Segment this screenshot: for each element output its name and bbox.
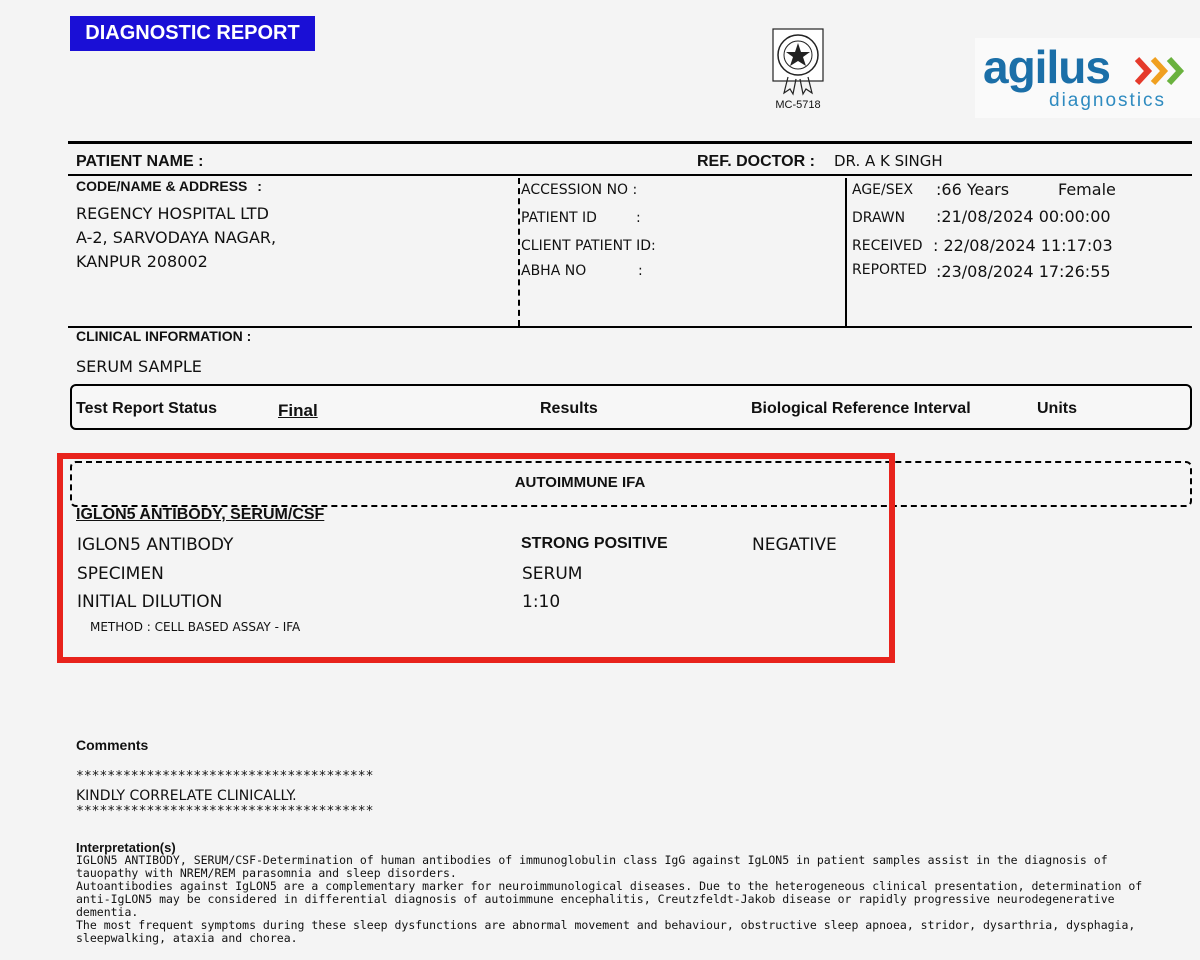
chevron-arrows-icon [1135,56,1191,86]
logo-sub-text: diagnostics [1049,90,1167,111]
seal-code: MC-5718 [775,99,821,111]
drawn-value: :21/08/2024 00:00:00 [936,207,1111,226]
code-name-address-label [76,178,262,194]
results-header: Results [540,400,598,417]
age-value: :66 Years [936,180,1010,199]
clinical-info-label: CLINICAL INFORMATION : [76,328,252,344]
reference-interval-header: Biological Reference Interval [751,400,971,417]
patient-col-divider-1 [518,178,520,326]
ref-doctor-label: REF. DOCTOR : [697,153,815,170]
comments-stars-top: ************************************** [76,769,374,784]
sex-value: Female [1058,180,1116,199]
clinical-info-value: SERUM SAMPLE [76,357,202,376]
agilus-logo [975,38,1200,118]
age-sex-label: AGE/SEX [852,182,914,198]
accreditation-seal [763,27,833,117]
comments-text: KINDLY CORRELATE CLINICALLY. [76,788,297,804]
client-patient-id-label: CLIENT PATIENT ID: [521,238,656,254]
comments-stars-bottom: ************************************** [76,804,374,819]
test-result: STRONG POSITIVE [521,535,668,552]
drawn-label: DRAWN [852,210,906,226]
accession-no-label: ACCESSION NO : [521,182,638,198]
top-divider [68,141,1192,144]
address-block [76,202,276,274]
received-value: : 22/08/2024 11:17:03 [933,236,1113,255]
patient-name-label: PATIENT NAME : [76,153,204,170]
patient-id-label: PATIENT ID [521,210,597,226]
reported-value: :23/08/2024 17:26:55 [936,262,1111,281]
test-result: 1:10 [522,592,561,612]
ref-doctor-value: DR. A K SINGH [834,152,943,170]
patient-id-colon: : [636,210,641,226]
address-line: A-2, SARVODAYA NAGAR, [76,228,277,247]
test-group-title: IGLON5 ANTIBODY, SERUM/CSF [76,506,325,523]
address-line: REGENCY HOSPITAL LTD [76,204,269,223]
method-note: METHOD : CELL BASED ASSAY - IFA [90,620,301,634]
test-name: INITIAL DILUTION [77,592,223,612]
test-result: SERUM [522,564,583,584]
accreditation-seal-icon [770,27,826,97]
reported-label: REPORTED [852,262,927,278]
test-reference: NEGATIVE [752,535,837,555]
test-name: IGLON5 ANTIBODY [77,535,234,555]
interpretation-paragraph: IGLON5 ANTIBODY, SERUM/CSF-Determination of human antibodies of immunoglobulin class IgG against IgLON5 in patient samples assist in the diagnosis of tauopathy with NREM/REM parasomnia and sleep disorders. [76,853,1108,880]
test-name: SPECIMEN [77,564,164,584]
interpretation-paragraph: Autoantibodies against IgLON5 are a complementary marker for neuroimmunological diseases. Due to the heterogeneous clinical presentation, determination of anti-IgLON5 may be considered in differential diagnosis of autoimmune encephalitis, Creutzfeldt-Jakob disease or rapidly progressive neurodegenerative dementia. [76,879,1143,919]
section-title: AUTOIMMUNE IFA [514,474,646,491]
report-status-bar [70,384,1192,430]
test-report-status-value: Final [278,401,318,420]
abha-no-colon: : [638,263,643,279]
test-report-status-label: Test Report Status [76,400,218,417]
interpretation-block [76,841,1166,945]
logo-main-text: agilus [983,41,1110,93]
interpretation-label: Interpretation(s) [76,840,176,855]
patient-col-divider-2 [845,178,847,326]
code-colon: : [257,178,262,194]
report-title: DIAGNOSTIC REPORT [70,16,315,51]
address-line: KANPUR 208002 [76,252,208,271]
code-name-address-text: CODE/NAME & ADDRESS [76,178,248,194]
units-header: Units [1037,400,1077,417]
interpretation-paragraph: The most frequent symptoms during these sleep dysfunctions are abnormal movement and behaviour, obstructive sleep apnoea, stridor, dysarthria, dysphagia, sleepwalking, ataxia and chorea. [76,918,1136,945]
highlight-box [57,453,895,663]
received-label: RECEIVED [852,238,923,254]
comments-label: Comments [76,737,149,753]
abha-no-label: ABHA NO [521,263,587,279]
